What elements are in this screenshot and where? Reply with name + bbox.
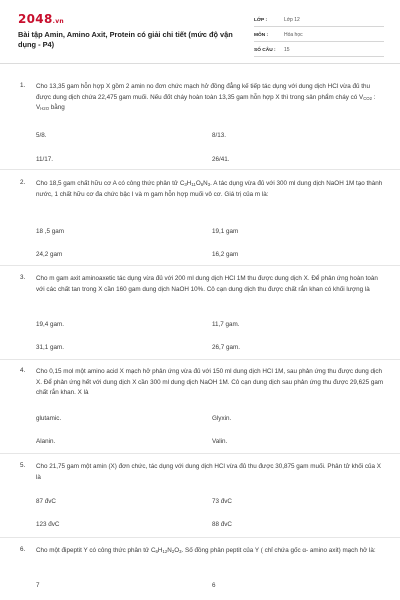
question-text: Cho 18,5 gam chất hữu cơ A có công thức phân tử $C_3H_{11}O_6N_3$. A tác dụng vừa đủ với 300 ml dung dịch NaOH 1M tạo thành nước, 1 chất hữu cơ đa chức bậc I và m gam hỗn hợp muối vô cơ. Giá trị của m là: (36, 180, 383, 198)
answer-option-a[interactable]: 87 đvC (36, 498, 56, 505)
answer-option-d[interactable]: 26/41. (212, 156, 230, 163)
document-header (0, 0, 400, 64)
answer-option-b[interactable]: 19,1 gam (212, 228, 239, 235)
document-title: Bài tập Amin, Amino Axit, Protein có giải chi tiết (mức độ vận dụng - P4) (18, 30, 233, 49)
answer-option-d[interactable]: 26,7 gam. (212, 344, 241, 351)
answer-option-a[interactable]: 19,4 gam. (36, 321, 65, 328)
question-number: 6. (20, 546, 26, 553)
question-text: Cho 0,15 mol một amino acid X mạch hở phản ứng vừa đủ với 150 ml dung dịch HCl 1M, sau phản ứng thu được dung dịch X. Để phản ứng hết với dung dịch X cần 300 ml dung dịch NaOH 1M. Cô cạn dung dịch sau phản ứng thu được 29,625 gam chất rắn khan. X là (36, 368, 384, 397)
answer-option-b[interactable]: 8/13. (212, 132, 227, 139)
meta-label: MÔN : (254, 32, 269, 38)
answer-option-c[interactable]: Alanin. (36, 438, 56, 445)
answer-option-a[interactable]: 5/8. (36, 132, 47, 139)
answer-option-c[interactable]: 31,1 gam. (36, 344, 65, 351)
question-text: Cho một đipeptit Y có công thức phân tử $C_6H_{12}N_2O_3$. Số đồng phân peptit của Y ( chỉ chứa gốc α- amino axit) mạch hở là: (36, 547, 376, 555)
question-divider (0, 537, 400, 538)
question-divider (0, 169, 400, 170)
answer-option-c[interactable]: 24,2 gam (36, 251, 63, 258)
answer-option-b[interactable]: 11,7 gam. (212, 321, 240, 328)
answer-option-b[interactable]: 6 (212, 582, 216, 589)
question-text: Cho 13,35 gam hỗn hợp X gồm 2 amin no đơn chức mạch hở đồng đẳng kế tiếp tác dụng với dung dịch HCl vừa đủ thu được dung dịch chứa 22,475 gam muối. Nếu đốt cháy hoàn toàn 13,35 gam hỗn hợp X thì trong sản phẩm cháy có $V_{CO2}$ : $V_{H2O}$ bằng (36, 83, 376, 112)
meta-label: SỐ CÂU : (254, 47, 276, 53)
answer-option-d[interactable]: Valin. (212, 438, 228, 445)
meta-row-subject (254, 29, 384, 42)
answer-option-b[interactable]: Glyxin. (212, 415, 232, 422)
question-number: 5. (20, 462, 26, 469)
answer-option-d[interactable]: 16,2 gam (212, 251, 239, 258)
answer-option-a[interactable]: 7 (36, 582, 40, 589)
meta-value: Lớp 12 (284, 17, 300, 23)
meta-row-class (254, 14, 384, 27)
answer-option-a[interactable]: 18 ,5 gam (36, 228, 65, 235)
answer-option-c[interactable]: 11/17. (36, 156, 54, 163)
question-number: 1. (20, 82, 26, 89)
document-meta (254, 14, 384, 59)
answer-option-b[interactable]: 73 đvC (212, 498, 232, 505)
answer-option-c[interactable]: 123 đvC (36, 521, 60, 528)
question-divider (0, 453, 400, 454)
question-number: 3. (20, 274, 26, 281)
question-number: 4. (20, 367, 26, 374)
site-logo[interactable]: 2048.vn (18, 12, 64, 26)
answer-option-a[interactable]: glutamic. (36, 415, 62, 422)
meta-value: Hóa học (284, 32, 303, 38)
meta-row-count (254, 44, 384, 57)
question-divider (0, 359, 400, 360)
meta-value: 15 (284, 47, 290, 53)
question-list (0, 66, 400, 600)
meta-label: LỚP : (254, 17, 268, 23)
question-number: 2. (20, 179, 26, 186)
question-divider (0, 265, 400, 266)
question-text: Cho 21,75 gam một amin (X) đơn chức, tác dụng với dung dịch HCl vừa đủ thu được 30,875 gam muối. Phân tử khối của X là (36, 463, 381, 481)
answer-option-d[interactable]: 88 đvC (212, 521, 232, 528)
question-text: Cho m gam axit aminoaxetic tác dụng vừa đủ với 200 ml dung dịch HCl 1M thu được dung dịch X. Để phản ứng hoàn toàn với các chất tan trong X cần 160 gam dung dịch NaOH 10%. Cô cạn dung dịch thu được chất rắn khan có khối lượng là (36, 275, 378, 293)
